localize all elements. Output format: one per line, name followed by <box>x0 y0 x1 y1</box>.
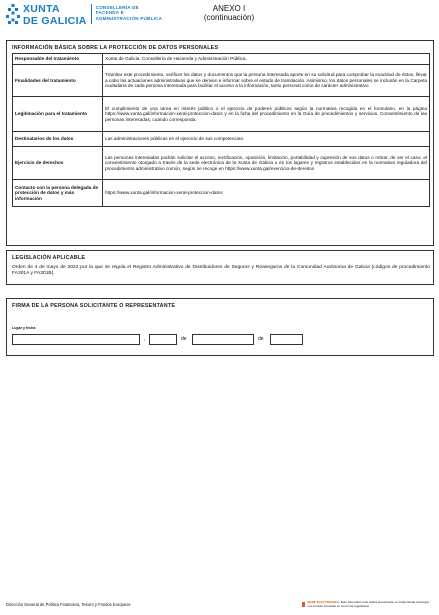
place-date-label: Lugar y fecha <box>12 326 36 330</box>
table-row <box>13 97 430 132</box>
logo-divider <box>91 4 92 24</box>
row-label: Contacto con la persona delegada de protección de datos y más información <box>13 180 103 207</box>
section-title-data-protection: INFORMACIÓN BÁSICA SOBRE LA PROTECCIÓN DE DATOS PERSONALES <box>12 45 219 51</box>
row-label: Destinatarios de los datos <box>13 132 103 147</box>
annex-subtitle: (continuación) <box>203 13 255 22</box>
footer-sede-notice <box>302 601 434 608</box>
xunta-logo <box>6 4 162 26</box>
sede-text: : Este formulario solo podrá presentarse en https://sede.xunta.gal. Los formas previstas en la norma reguladora <box>307 600 430 608</box>
row-value: Tramitar este procedimiento, verificar los datos y documentos que la persona interesada aporte en su solicitud para comprobar la exactitud de éstos, llevar a cabo las actuaciones administrativas que se deriven e informar sobre el estado de tramitación. Asimismo, los datos personales se incluirán en la Carpeta ciudadana de cada persona interesada para facilitar el acceso a la información, tanto personal como de carácter administrativo. <box>103 65 430 97</box>
legislation-text: Orden de 4 de mayo de 2022 por la que se regula el Registro Administrativo de Distribuidores de Seguros y Reaseguros de la Comunidad Autónoma de Galicia (códigos de procedimiento FA301A y FA301B). <box>12 265 430 277</box>
row-value: El cumplimiento de una tarea en interés público o el ejercicio de poderes públicos según la normativa recogida en el formulario, en la página https://www.xunta.gal/informacion-xeral-proteccion-datos y en la ficha del procedimiento en la Guía de procedimientos y servicios. Consentimiento de las personas interesadas, cuando corresponda. <box>103 97 430 132</box>
page-header <box>6 4 434 26</box>
table-row <box>13 65 430 97</box>
table-row <box>13 147 430 180</box>
de-separator-2: de <box>258 336 264 342</box>
logo-text-xunta: XUNTA <box>23 3 60 15</box>
day-field[interactable] <box>149 334 177 345</box>
place-field[interactable] <box>12 334 140 345</box>
conselleria-line-1: CONSELLERÍA DE <box>95 5 139 10</box>
year-field[interactable] <box>270 334 303 345</box>
sede-electronica-icon <box>302 602 305 607</box>
month-field[interactable] <box>192 334 254 345</box>
footer-department: Dirección General de Política Financiera, Tesoro y Fondos Europeos <box>6 602 131 607</box>
de-separator-1: de <box>181 336 187 342</box>
table-row <box>13 180 430 207</box>
section-title-legislation: LEGISLACIÓN APLICABLE <box>12 255 86 261</box>
xunta-emblem-icon <box>6 4 20 24</box>
row-value: https://www.xunta.gal/informacion-xeral-proteccion-datos <box>103 180 430 207</box>
logo-text-de-galicia: DE GALICIA <box>23 14 87 27</box>
row-label: Ejercicio de derechos <box>13 147 103 180</box>
signature-section <box>6 298 434 356</box>
conselleria-line-3: ADMINISTRACIÓN PÚBLICA <box>95 15 163 21</box>
conselleria-line-2: FACENDA E <box>95 10 124 16</box>
table-row <box>13 132 430 147</box>
row-label: Finalidades del tratamiento <box>13 65 103 97</box>
comma-separator: , <box>144 336 146 342</box>
row-label: Responsable del tratamiento <box>13 54 103 65</box>
data-protection-table <box>12 53 430 207</box>
row-label: Legitimación para el tratamiento <box>13 97 103 132</box>
annex-heading <box>194 4 264 22</box>
row-value: Las personas interesadas podrán solicitar el acceso, rectificación, oposición, limitación, portabilidad y supresión de sus datos o retirar, de ser el caso, el consentimiento otorgado a través de la sede electrónica de la Xunta de Galicia o en los lugares y registros establecidos en la normativa reguladora del procedimiento administrativo común, según se recoge en https://www.xunta.gal/exercicio-de-dereitos <box>103 147 430 180</box>
legislation-section <box>6 250 434 285</box>
section-title-signature: FIRMA DE LA PERSONA SOLICITANTE O REPRESENTANTE <box>12 303 176 309</box>
data-protection-section <box>6 40 434 246</box>
row-value: Las administraciones públicas en el ejercicio de sus competencias. <box>103 132 430 147</box>
sede-label: SEDE ELECTRÓNICA <box>307 600 340 604</box>
table-row <box>13 54 430 65</box>
row-value: Xunta de Galicia. Consellería de Hacienda y Administración Pública. <box>103 54 430 65</box>
annex-title: ANEXO I <box>212 4 246 13</box>
